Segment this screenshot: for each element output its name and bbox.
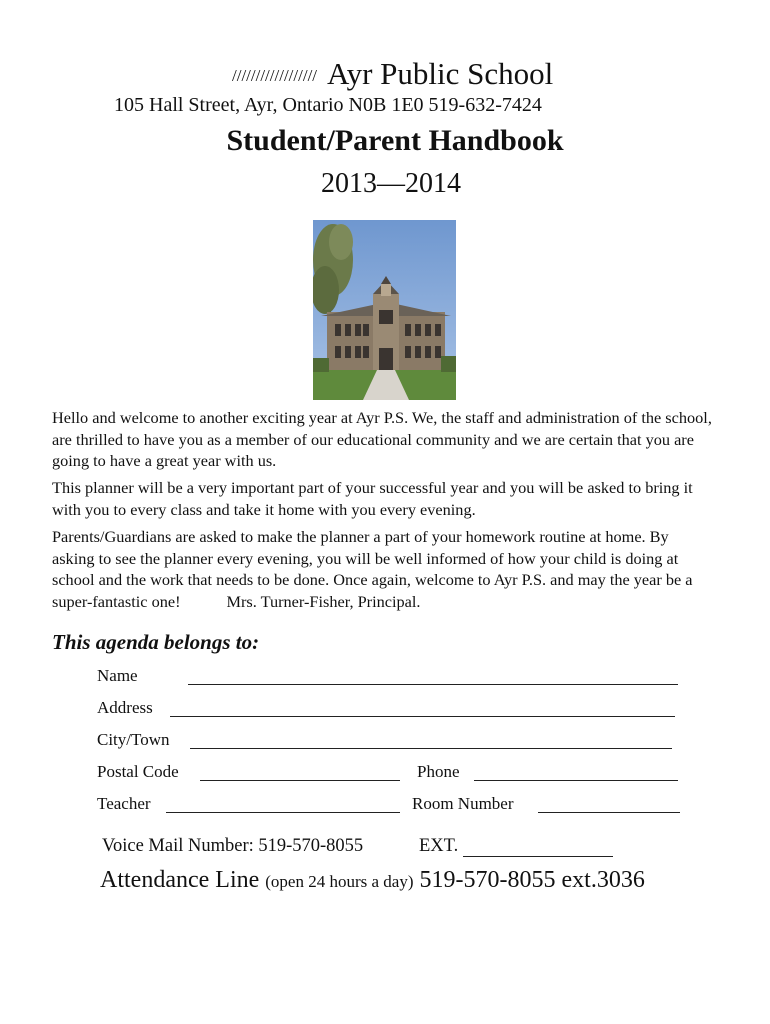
teacher-label: Teacher — [97, 794, 151, 813]
voice-mail-line — [102, 836, 363, 857]
principal-signature: Mrs. Turner-Fisher, Principal. — [226, 591, 421, 611]
attendance-label: Attendance Line — [100, 867, 260, 893]
ext-label: EXT. — [419, 836, 459, 856]
address-label: Address — [97, 698, 153, 717]
school-address: 105 Hall Street, Ayr, Ontario N0B 1E0 519-632-7424 — [114, 94, 542, 116]
school-name-line — [232, 56, 553, 92]
ext-field[interactable] — [463, 839, 613, 857]
room-row — [412, 794, 514, 814]
phone-label: Phone — [417, 762, 460, 781]
attendance-note: (open 24 hours a day) — [265, 872, 414, 891]
school-years: 2013—2014 — [321, 168, 461, 199]
room-field[interactable] — [538, 795, 680, 813]
phone-field[interactable] — [474, 763, 678, 781]
phone-row — [417, 762, 460, 782]
postal-field[interactable] — [200, 763, 400, 781]
decorative-slashes: ////////////////// — [232, 66, 318, 85]
school-name: Ayr Public School — [327, 56, 554, 91]
name-row — [97, 666, 138, 686]
postal-row — [97, 762, 179, 782]
address-row — [97, 698, 153, 718]
attendance-line — [100, 867, 645, 894]
parents-text: Parents/Guardians are asked to make the planner a part of your homework routine at home. By asking to see the planner every evening, you will be well informed of how your child is doing at school and the work that needs to be done. Once again, welcome to Ayr P.S. and may the year be a super-fantastic one! — [52, 527, 693, 611]
welcome-paragraph: Hello and welcome to another exciting year at Ayr P.S. We, the staff and administration of the school, are thrilled to have you as a member of our educational community and we are certain that you are going to have a great year with us. — [52, 408, 712, 470]
agenda-heading: This agenda belongs to: — [52, 630, 260, 654]
room-label: Room Number — [412, 794, 514, 813]
city-label: City/Town — [97, 730, 170, 749]
name-label: Name — [97, 666, 138, 685]
teacher-row — [97, 794, 151, 814]
address-field[interactable] — [170, 699, 675, 717]
name-field[interactable] — [188, 667, 678, 685]
handbook-title: Student/Parent Handbook — [226, 124, 564, 157]
postal-label: Postal Code — [97, 762, 179, 781]
teacher-field[interactable] — [166, 795, 400, 813]
city-field[interactable] — [190, 731, 672, 749]
parents-paragraph — [52, 526, 712, 612]
voice-mail-number: Voice Mail Number: 519-570-8055 — [102, 836, 364, 856]
school-building-photo — [313, 220, 456, 400]
attendance-number: 519-570-8055 ext.3036 — [419, 867, 645, 893]
planner-paragraph: This planner will be a very important part of your successful year and you will be asked to bring it with you to every class and take it home with you every evening. — [52, 478, 693, 519]
city-row — [97, 730, 169, 750]
